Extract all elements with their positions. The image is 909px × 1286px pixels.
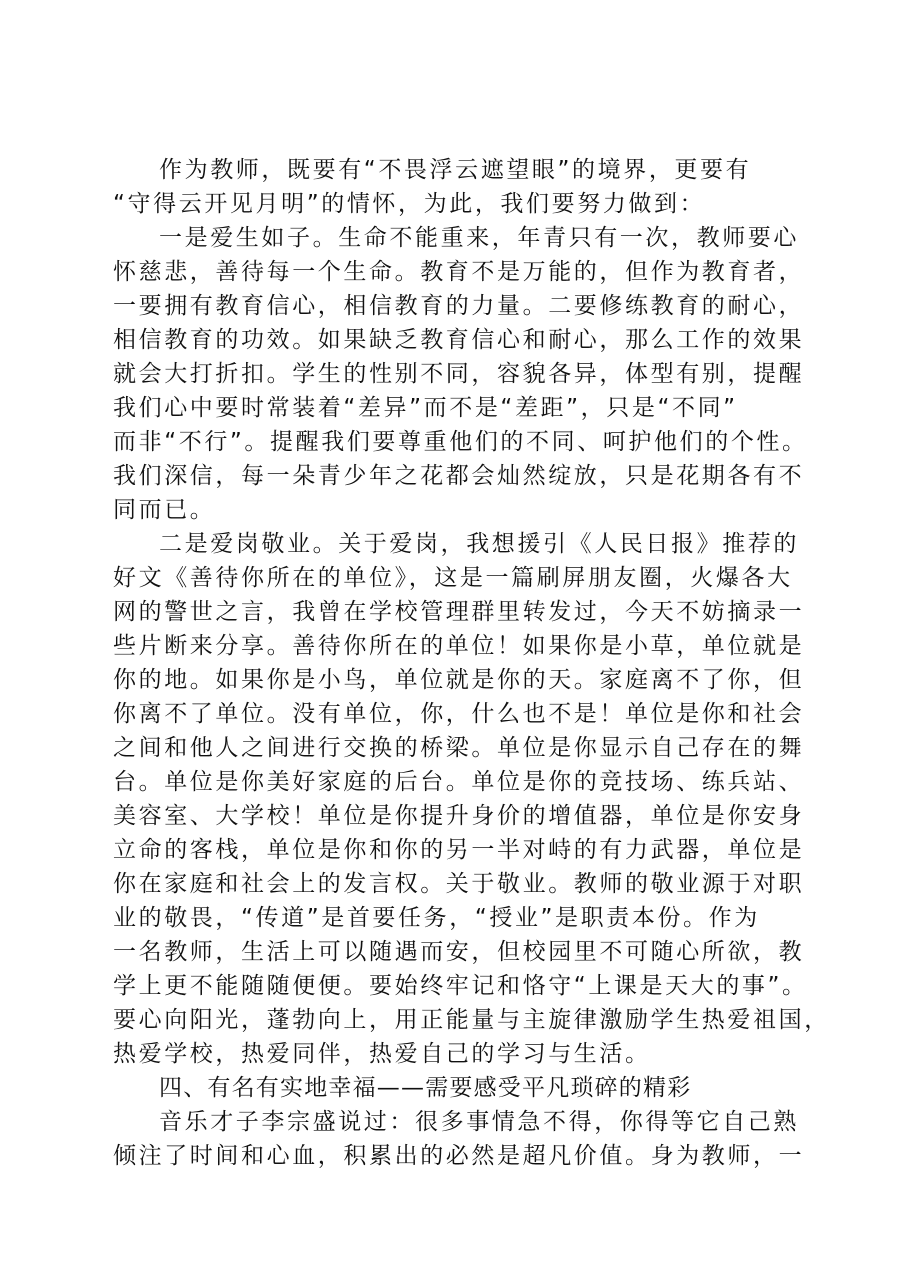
paragraph-line: 要心向阳光，蓬勃向上，用正能量与主旋律激励学生热爱祖国， [113, 1007, 830, 1033]
paragraph-line: 倾注了时间和心血，积累出的必然是超凡价值。身为教师，一 [113, 1143, 805, 1169]
paragraph-line: 美容室、大学校！单位是你提升身价的增值器，单位是你安身 [113, 803, 805, 829]
paragraph-line: 一是爱生如子。生命不能重来，年青只有一次，教师要心 [159, 225, 799, 251]
paragraph-line: 你离不了单位。没有单位，你，什么也不是！单位是你和社会 [113, 701, 805, 727]
paragraph-line: 台。单位是你美好家庭的后台。单位是你的竞技场、练兵站、 [113, 769, 805, 795]
paragraph-line: 音乐才子李宗盛说过：很多事情急不得，你得等它自己熟 [159, 1109, 799, 1135]
paragraph-line: 些片断来分享。善待你所在的单位！如果你是小草，单位就是 [113, 633, 805, 659]
paragraph-line: 二是爱岗敬业。关于爱岗，我想援引《人民日报》推荐的 [159, 531, 799, 557]
paragraph-line: 业的敬畏，“传道”是首要任务，“授业”是职责本份。作为 [113, 905, 760, 931]
paragraph-line: 一要拥有教育信心，相信教育的力量。二要修练教育的耐心， [113, 293, 805, 319]
paragraph-line: 而非“不行”。提醒我们要尊重他们的不同、呵护他们的个性。 [113, 429, 808, 455]
paragraph-line: 我们心中要时常装着“差异”而不是“差距”，只是“不同” [113, 395, 738, 421]
paragraph-line: 好文《善待你所在的单位》，这是一篇刷屏朋友圈，火爆各大 [113, 565, 793, 591]
paragraph-line: 热爱学校，热爱同伴，热爱自己的学习与生活。 [113, 1041, 651, 1067]
paragraph-line: 怀慈悲，善待每一个生命。教育不是万能的，但作为教育者， [113, 259, 805, 285]
paragraph-line: 学上更不能随随便便。要始终牢记和恪守“上课是天大的事”。 [113, 973, 808, 999]
paragraph-line: 你在家庭和社会上的发言权。关于敬业。教师的敬业源于对职 [113, 871, 805, 897]
paragraph-line: 我们深信，每一朵青少年之花都会灿然绽放，只是花期各有不 [113, 463, 805, 489]
paragraph-line: 相信教育的功效。如果缺乏教育信心和耐心，那么工作的效果 [113, 327, 805, 353]
paragraph-line: 一名教师，生活上可以随遇而安，但校园里不可随心所欲，教 [113, 939, 805, 965]
paragraph-line: 立命的客栈，单位是你和你的另一半对峙的有力武器，单位是 [113, 837, 805, 863]
paragraph-line: 网的警世之言，我曾在学校管理群里转发过，今天不妨摘录一 [113, 599, 805, 625]
paragraph-line: 同而已。 [113, 497, 216, 523]
paragraph-line: 作为教师，既要有“不畏浮云遮望眼”的境界，更要有 [159, 157, 752, 183]
paragraph-line: “守得云开见月明”的情怀，为此，我们要努力做到： [113, 191, 706, 217]
paragraph-line: 之间和他人之间进行交换的桥梁。单位是你显示自己存在的舞 [113, 735, 805, 761]
section-heading: 四、有名有实地幸福——需要感受平凡琐碎的精彩 [159, 1075, 692, 1101]
paragraph-line: 你的地。如果你是小鸟，单位就是你的天。家庭离不了你，但 [113, 667, 805, 693]
paragraph-line: 就会大打折扣。学生的性别不同，容貌各异，体型有别，提醒 [113, 361, 805, 387]
